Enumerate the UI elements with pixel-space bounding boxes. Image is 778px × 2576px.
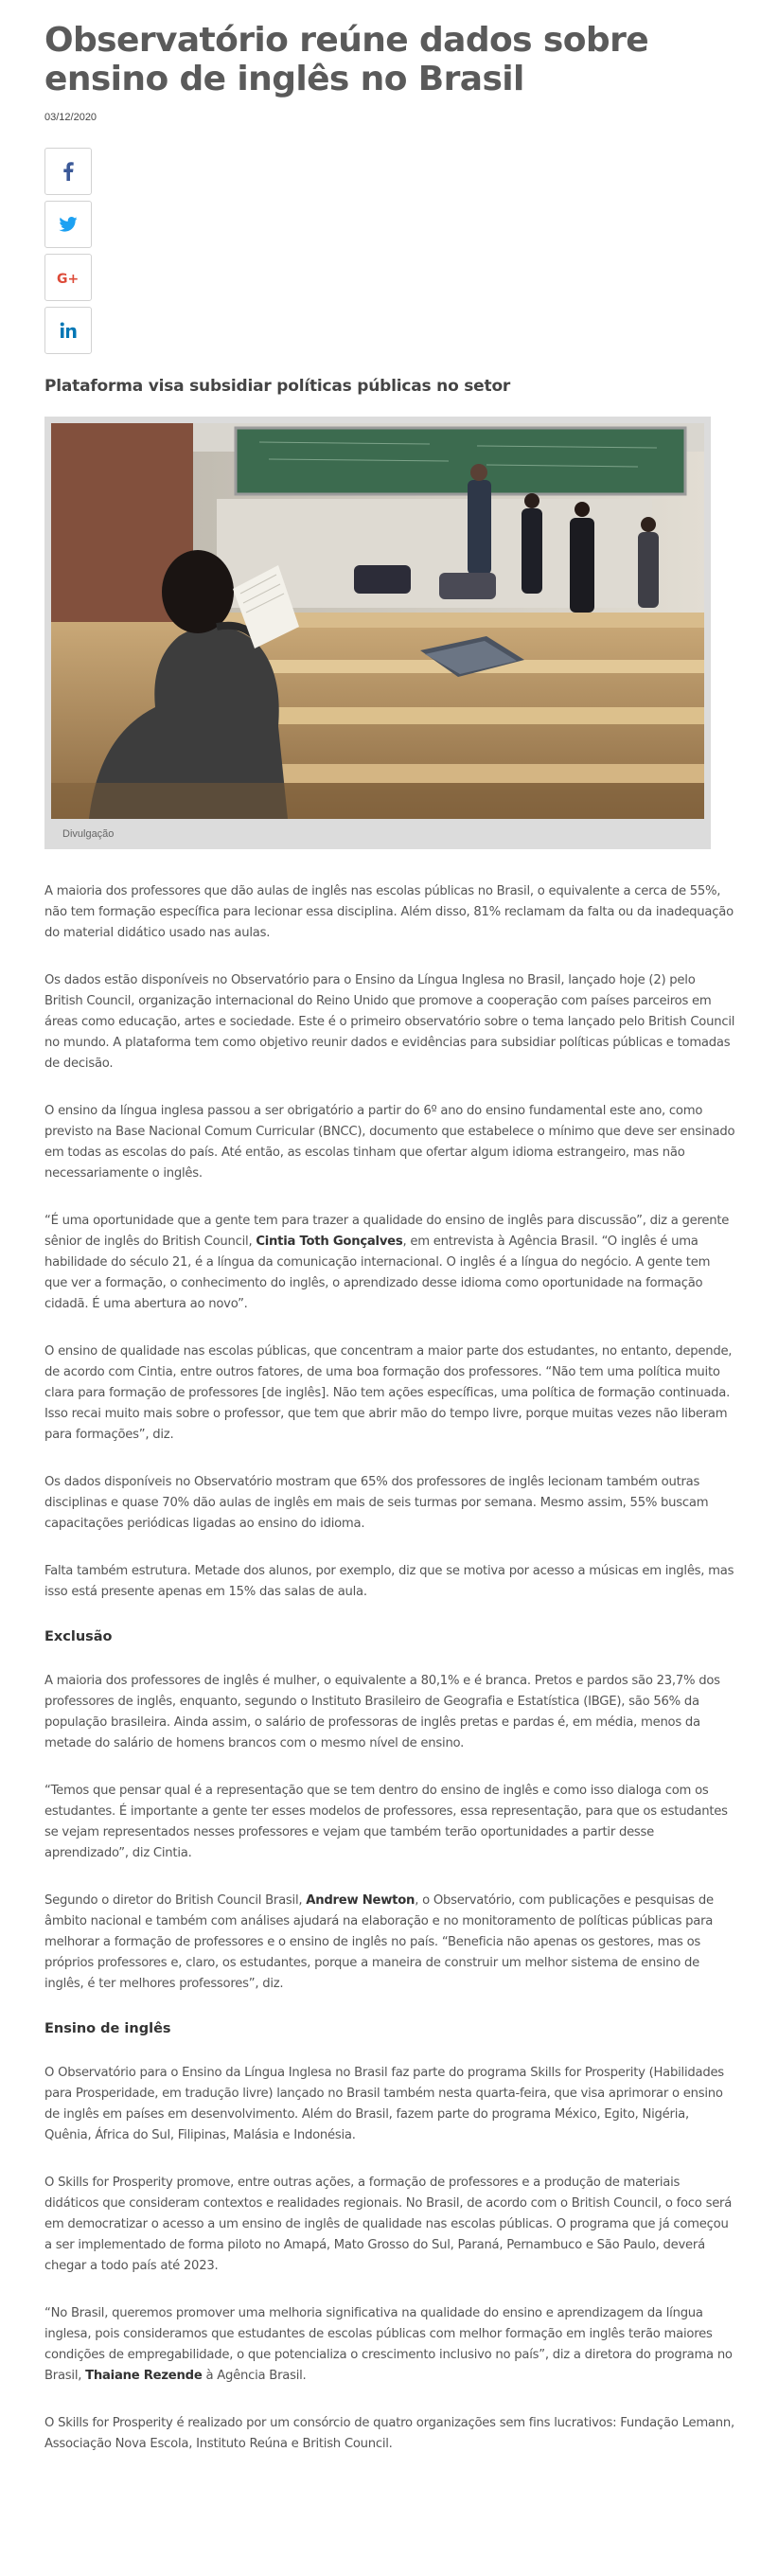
section-heading-ensino: Ensino de inglês	[44, 2021, 171, 2036]
section-heading-exclusao: Exclusão	[44, 1629, 113, 1644]
article-body	[44, 881, 735, 2455]
article-date: 03/12/2020	[44, 112, 97, 123]
svg-text:G+: G+	[57, 272, 80, 285]
image-caption: Divulgação	[62, 828, 115, 840]
googleplus-icon	[57, 270, 80, 285]
paragraph: Os dados estão disponíveis no Observatório para o Ensino da Língua Inglesa no Brasil, lançado hoje (2) pelo British Council, organização internacional do Reino Unido que promove a cooperação com países parceiros em áreas como educação, artes e sociedade. Este é o primeiro observatório sobre o tema lançado pelo British Council no mundo. A plataforma tem como objetivo reunir dados e evidências para subsidiar políticas públicas e tomadas de decisão.	[44, 973, 735, 1071]
facebook-icon	[62, 162, 75, 181]
classroom-photo	[51, 423, 704, 819]
paragraph: O Observatório para o Ensino da Língua Inglesa no Brasil faz parte do programa Skills for Prosperity (Habilidades para Prosperidade, em tradução livre) lançado no Brasil também nesta quarta-feira, que visa aprimorar o ensino de inglês em países em desenvolvimento. Além do Brasil, fazem parte do programa México, Egito, Nigéria, Quênia, África do Sul, Filipinas, Malásia e Indonésia.	[44, 2066, 724, 2142]
paragraph: O ensino de qualidade nas escolas públicas, que concentram a maior parte dos estudantes, no entanto, depende, de acordo com Cintia, entre outros fatores, de uma boa formação dos professores. “Não tem uma política muito clara para formação de professores [de inglês]. Não tem ações específicas, uma política de formação continuada. Isso recai muito mais sobre o professor, que tem que abrir mão do tempo livre, porque muitas vezes não liberam para formações”, diz.	[44, 1344, 733, 1442]
googleplus-share-button[interactable]	[44, 254, 92, 301]
share-buttons	[44, 148, 96, 354]
linkedin-share-button[interactable]	[44, 307, 92, 354]
twitter-share-button[interactable]	[44, 201, 92, 248]
linkedin-icon	[60, 322, 77, 339]
paragraph-text: à Agência Brasil.	[202, 2369, 307, 2383]
paragraph-text: “No Brasil, queremos promover uma melhoria significativa na qualidade do ensino e aprendizagem da língua inglesa, pois consideramos que estudantes de escolas públicas com melhor formação em inglês terão maiores condições de empregabilidade, o que potencializa o crescimento inclusivo no país”, diz a diretora do programa no Brasil,	[44, 2306, 733, 2383]
paragraph-text: , o Observatório, com publicações e pesquisas de âmbito nacional e também com análises ajudará na elaboração e no monitoramento de políticas públicas para melhorar a formação de professores e o ensino de inglês no país. “Beneficia não apenas os gestores, mas os próprios professores e, claro, os estudantes, porque a maneira de construir um melhor sistema de ensino de inglês, é ter melhores professores”, diz.	[44, 1893, 714, 1991]
twitter-icon	[59, 217, 78, 232]
paragraph	[44, 1891, 735, 1995]
paragraph-text: “É uma oportunidade que a gente tem para trazer a qualidade do ensino de inglês para discussão”, diz a gerente sênior de inglês do British Council,	[44, 1214, 730, 1249]
person-name: Thaiane Rezende	[85, 2369, 203, 2383]
paragraph: A maioria dos professores que dão aulas de inglês nas escolas públicas no Brasil, o equivalente a cerca de 55%, não tem formação específica para lecionar essa disciplina. Além disso, 81% reclamam da falta ou da inadequação do material didático usado nas aulas.	[44, 884, 734, 940]
paragraph: O ensino da língua inglesa passou a ser obrigatório a partir do 6º ano do ensino fundamental este ano, como previsto na Base Nacional Comum Curricular (BNCC), documento que estabelece o mínimo que deve ser ensinado em todas as escolas do país. Até então, as escolas tinham que ofertar algum idioma estrangeiro, mas não necessariamente o inglês.	[44, 1104, 735, 1181]
paragraph: Os dados disponíveis no Observatório mostram que 65% dos professores de inglês lecionam também outras disciplinas e quase 70% dão aulas de inglês em mais de seis turmas por semana. Mesmo assim, 55% buscam capacitações periódicas ligadas ao ensino do idioma.	[44, 1475, 709, 1531]
paragraph: O Skills for Prosperity promove, entre outras ações, a formação de professores e a produção de materiais didáticos que consideram contextos e realidades regionais. No Brasil, de acordo com o British Council, o foco será em democratizar o acesso a um ensino de inglês de qualidade nas escolas públicas. O programa que já começou a ser implementado de forma piloto no Amapá, Mato Grosso do Sul, Paraná, Pernambuco e São Paulo, deverá chegar a todo país até 2023.	[44, 2176, 733, 2273]
facebook-share-button[interactable]	[44, 148, 92, 195]
paragraph-text: , em entrevista à Agência Brasil. “O inglês é uma habilidade do século 21, é a língua da comunicação internacional. O inglês é a língua do negócio. A gente tem que ver a formação, o conhecimento do inglês, o aprendizado desse idioma como oportunidade na formação cidadã. É uma abertura ao novo”.	[44, 1235, 711, 1311]
paragraph	[44, 2303, 735, 2387]
article-title: Observatório reúne dados sobre ensino de inglês no Brasil	[44, 21, 649, 98]
person-name: Andrew Newton	[306, 1893, 416, 1908]
paragraph-text: Segundo o diretor do British Council Brasil,	[44, 1893, 307, 1908]
paragraph: O Skills for Prosperity é realizado por um consórcio de quatro organizações sem fins lucrativos: Fundação Lemann, Associação Nova Escola, Instituto Reúna e British Council.	[44, 2416, 734, 2451]
article-subtitle: Plataforma visa subsidiar políticas públicas no setor	[44, 377, 511, 396]
paragraph: Falta também estrutura. Metade dos alunos, por exemplo, diz que se motiva por acesso a músicas em inglês, mas isso está presente apenas em 15% das salas de aula.	[44, 1564, 734, 1599]
paragraph: “Temos que pensar qual é a representação que se tem dentro do ensino de inglês e como isso dialoga com os estudantes. É importante a gente ter esses modelos de professores, essa representação, para que os estudantes se vejam representados nesses professores e vejam que também terão oportunidades a partir desse aprendizado”, diz Cintia.	[44, 1784, 728, 1860]
person-name: Cintia Toth Gonçalves	[256, 1235, 403, 1249]
article-figure	[44, 417, 711, 849]
paragraph	[44, 1211, 735, 1315]
paragraph: A maioria dos professores de inglês é mulher, o equivalente a 80,1% e é branca. Pretos e pardos são 23,7% dos professores de inglês, enquanto, segundo o Instituto Brasileiro de Geografia e Estatística (IBGE), são 56% da população brasileira. Ainda assim, o salário de professoras de inglês pretas e pardas é, em média, menos da metade do salário de homens brancos com o mesmo nível de ensino.	[44, 1674, 720, 1750]
